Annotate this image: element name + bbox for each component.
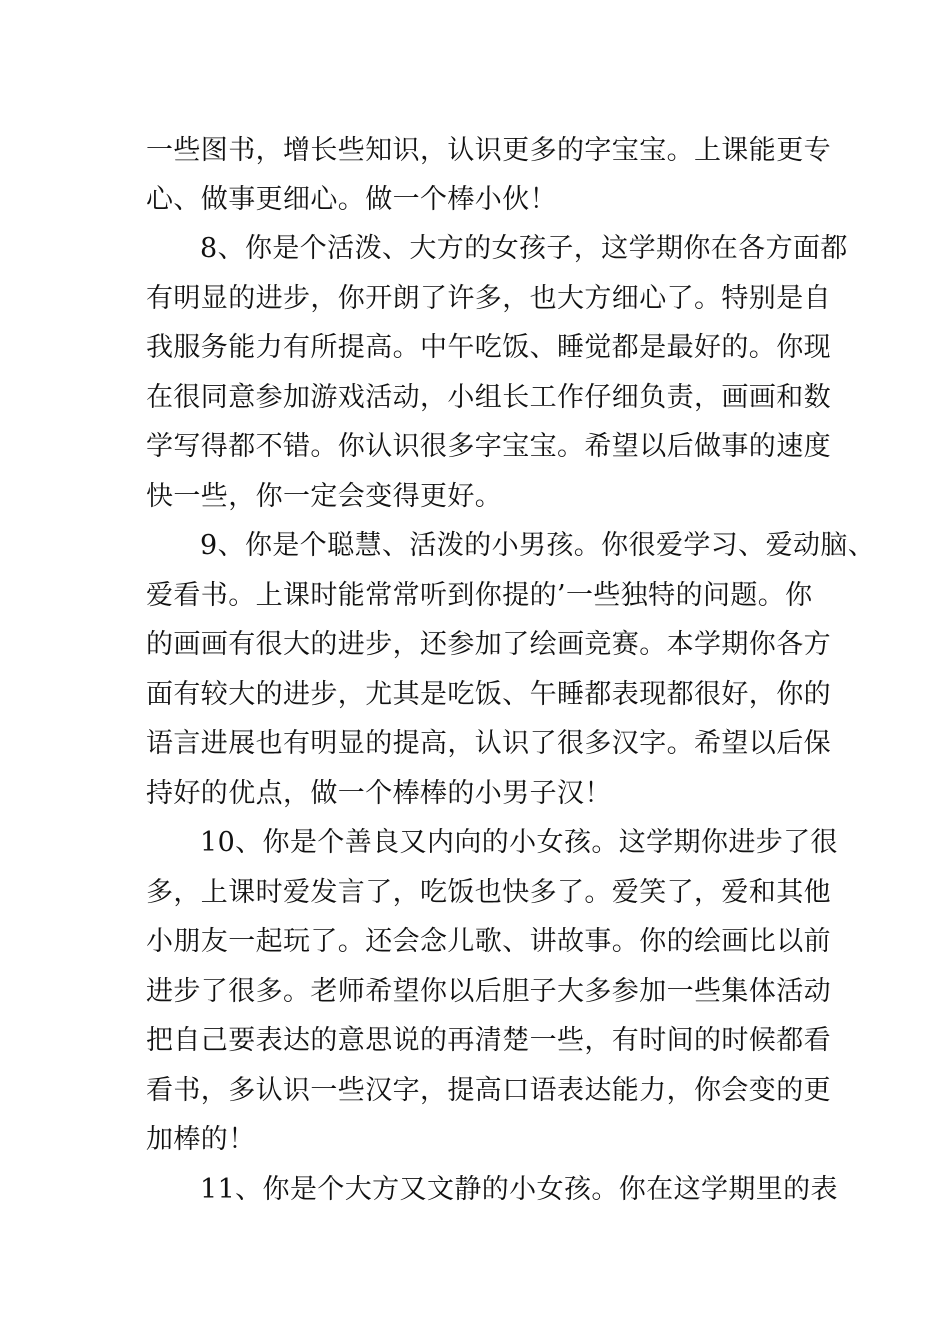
text-line: 我服务能力有所提高。中午吃饭、睡觉都是最好的。你现: [146, 332, 831, 363]
text-line: 心、做事更细心。做一个棒小伙！: [146, 184, 557, 215]
text-line: 面有较大的进步，尤其是吃饭、午睡都表现都很好，你的: [146, 679, 831, 710]
text-line: 小朋友一起玩了。还会念儿歌、讲故事。你的绘画比以前: [146, 926, 831, 957]
text-line: 快一些，你一定会变得更好。: [146, 481, 503, 512]
text-line: 学写得都不错。你认识很多字宝宝。希望以后做事的速度: [146, 431, 831, 462]
text-line: 进步了很多。老师希望你以后胆子大多参加一些集体活动: [146, 976, 831, 1007]
text-line: 持好的优点，做一个棒棒的小男子汉！: [146, 778, 612, 809]
text-line: 爱看书。上课时能常常听到你提的’一些独特的问题。你: [146, 580, 813, 611]
text-line: 语言进展也有明显的提高，认识了很多汉字。希望以后保: [146, 728, 831, 759]
text-line: 的画画有很大的进步，还参加了绘画竞赛。本学期你各方: [146, 629, 831, 660]
text-line: 多，上课时爱发言了，吃饭也快多了。爱笑了，爱和其他: [146, 877, 831, 908]
text-line: 看书，多认识一些汉字，提高口语表达能力，你会变的更: [146, 1075, 831, 1106]
paragraph-8-start: 8、你是个活泼、大方的女孩子，这学期你在各方面都: [200, 233, 848, 264]
text-line: 把自己要表达的意思说的再清楚一些，有时间的时候都看: [146, 1025, 831, 1056]
text-line: 有明显的进步，你开朗了许多，也大方细心了。特别是自: [146, 283, 831, 314]
paragraph-9-start: 9、你是个聪慧、活泼的小男孩。你很爱学习、爱动脑、: [200, 530, 876, 561]
text-line: 加棒的！: [146, 1124, 256, 1155]
paragraph-11-start: 11、你是个大方又文静的小女孩。你在这学期里的表: [200, 1174, 838, 1205]
paragraph-10-start: 10、你是个善良又内向的小女孩。这学期你进步了很: [200, 827, 838, 858]
text-line: 在很同意参加游戏活动，小组长工作仔细负责，画画和数: [146, 382, 831, 413]
text-line: 一些图书，增长些知识，认识更多的字宝宝。上课能更专: [146, 135, 831, 166]
